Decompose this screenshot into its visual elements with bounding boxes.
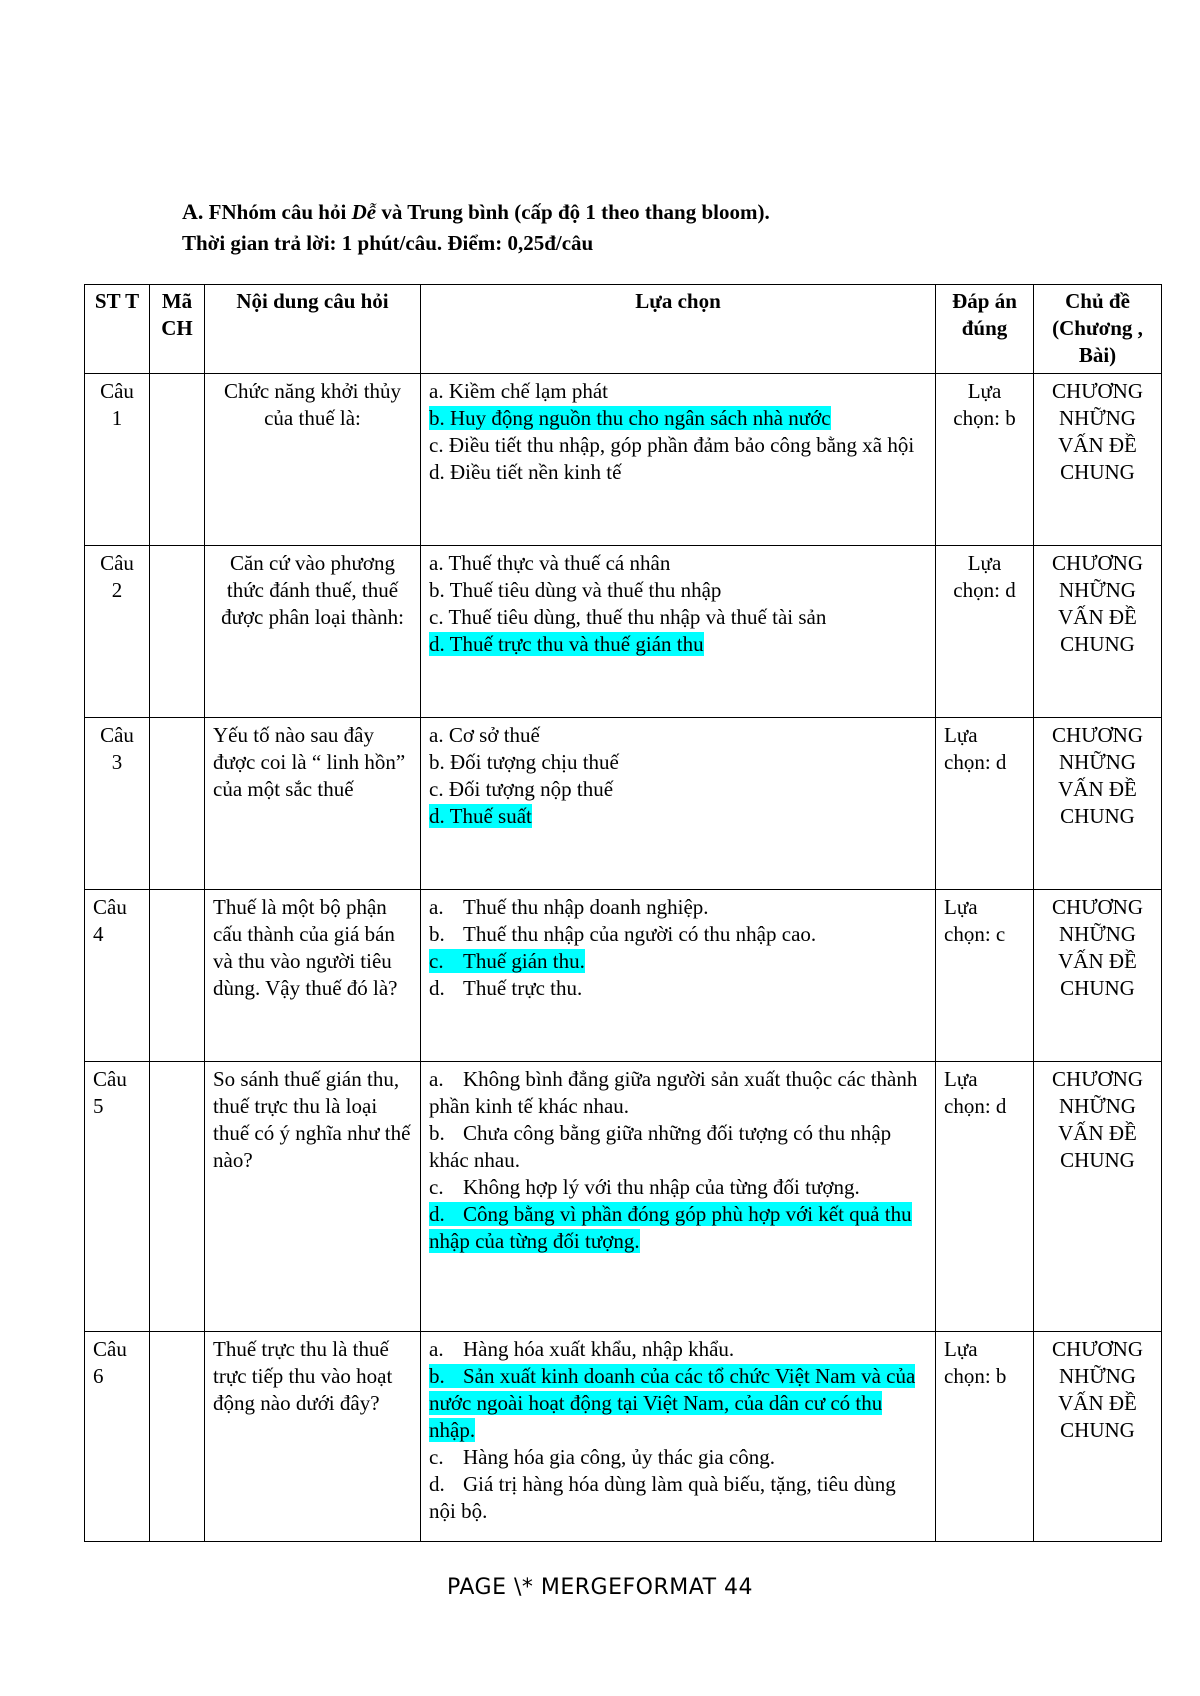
option-d: d. Giá trị hàng hóa dùng làm quà biếu, tặng, tiêu dùng nội bộ. <box>429 1472 896 1523</box>
topic: CHƯƠNG NHỮNG VẤN ĐỀ CHUNG <box>1034 374 1162 546</box>
row-number: Câu 5 <box>85 1062 150 1332</box>
header-options: Lựa chọn <box>421 285 936 374</box>
options-cell <box>421 890 936 1062</box>
row-number: Câu 3 <box>85 718 150 890</box>
option-b: b. Thuế thu nhập của người có thu nhập cao. <box>429 922 817 946</box>
option-d-correct: d. Thuế suất <box>429 804 532 828</box>
option-d: d. Điều tiết nền kinh tế <box>429 460 622 484</box>
option-a: a. Kiềm chế lạm phát <box>429 379 609 403</box>
option-a: a. Cơ sở thuế <box>429 723 540 747</box>
heading-italic-text: Dễ <box>351 200 377 224</box>
option-b-correct: b. Sản xuất kinh doanh của các tổ chức Việt Nam và của nước ngoài hoạt động tại Việt Nam, của dân cư có thu nhập. <box>429 1364 916 1442</box>
option-a: a. Thuế thu nhập doanh nghiệp. <box>429 895 709 919</box>
correct-answer: Lựa chọn: d <box>936 718 1034 890</box>
header-question: Nội dung câu hỏi <box>205 285 421 374</box>
row-code <box>150 546 205 718</box>
options-cell <box>421 1332 936 1542</box>
correct-answer: Lựa chọn: d <box>936 546 1034 718</box>
table-row <box>85 374 1162 546</box>
question-text: Thuế là một bộ phận cấu thành của giá bán và thu vào người tiêu dùng. Vậy thuế đó là? <box>205 890 421 1062</box>
option-b-correct: b. Huy động nguồn thu cho ngân sách nhà nước <box>429 406 831 430</box>
header-code: Mã CH <box>150 285 205 374</box>
option-a: a. Hàng hóa xuất khẩu, nhập khẩu. <box>429 1337 735 1361</box>
table-header-row <box>85 285 1162 374</box>
row-code <box>150 890 205 1062</box>
option-c: c. Hàng hóa gia công, ủy thác gia công. <box>429 1445 775 1469</box>
header-stt: ST T <box>85 285 150 374</box>
option-d-correct: d. Công bằng vì phần đóng góp phù hợp với kết quả thu nhập của từng đối tượng. <box>429 1202 912 1253</box>
options-cell <box>421 1062 936 1332</box>
topic: CHƯƠNG NHỮNG VẤN ĐỀ CHUNG <box>1034 1062 1162 1332</box>
section-heading <box>182 196 770 259</box>
question-text: Thuế trực thu là thuế trực tiếp thu vào hoạt động nào dưới đây? <box>205 1332 421 1542</box>
row-number: Câu 6 <box>85 1332 150 1542</box>
header-topic: Chủ đề (Chương , Bài) <box>1034 285 1162 374</box>
option-a: a. Thuế thực và thuế cá nhân <box>429 551 671 575</box>
heading-line-2: Thời gian trả lời: 1 phút/câu. Điểm: 0,25đ/câu <box>182 231 594 255</box>
table-row <box>85 546 1162 718</box>
option-a: a. Không bình đẳng giữa người sản xuất thuộc các thành phần kinh tế khác nhau. <box>429 1067 918 1118</box>
option-b: b. Chưa công bằng giữa những đối tượng có thu nhập khác nhau. <box>429 1121 892 1172</box>
option-c: c. Điều tiết thu nhập, góp phần đảm bảo công bằng xã hội <box>429 433 915 457</box>
question-text: Yếu tố nào sau đây được coi là “ linh hồn” của một sắc thuế <box>205 718 421 890</box>
table-row <box>85 1062 1162 1332</box>
options-cell <box>421 546 936 718</box>
option-d-correct: d. Thuế trực thu và thuế gián thu <box>429 632 704 656</box>
question-text: Chức năng khởi thủy của thuế là: <box>205 374 421 546</box>
correct-answer: Lựa chọn: c <box>936 890 1034 1062</box>
heading-line-1 <box>182 196 770 228</box>
topic: CHƯƠNG NHỮNG VẤN ĐỀ CHUNG <box>1034 890 1162 1062</box>
row-code <box>150 1332 205 1542</box>
option-c: c. Đối tượng nộp thuế <box>429 777 614 801</box>
options-cell <box>421 718 936 890</box>
table-row <box>85 890 1162 1062</box>
row-code <box>150 1062 205 1332</box>
correct-answer: Lựa chọn: b <box>936 1332 1034 1542</box>
row-number: Câu 1 <box>85 374 150 546</box>
topic: CHƯƠNG NHỮNG VẤN ĐỀ CHUNG <box>1034 1332 1162 1542</box>
section-letter: A. <box>182 199 204 224</box>
question-text: So sánh thuế gián thu, thuế trực thu là loại thuế có ý nghĩa như thế nào? <box>205 1062 421 1332</box>
heading-text-after: và Trung bình (cấp độ 1 theo thang bloom). <box>376 200 770 224</box>
correct-answer: Lựa chọn: d <box>936 1062 1034 1332</box>
row-number: Câu 2 <box>85 546 150 718</box>
option-b: b. Thuế tiêu dùng và thuế thu nhập <box>429 578 722 602</box>
option-c-correct: c. Thuế gián thu. <box>429 949 585 973</box>
table-row <box>85 718 1162 890</box>
row-number: Câu 4 <box>85 890 150 1062</box>
page-footer: PAGE \* MERGEFORMAT 44 <box>447 1575 753 1600</box>
heading-text-before: FNhóm câu hỏi <box>203 200 352 224</box>
option-c: c. Thuế tiêu dùng, thuế thu nhập và thuế tài sản <box>429 605 827 629</box>
correct-answer: Lựa chọn: b <box>936 374 1034 546</box>
table-row <box>85 1332 1162 1542</box>
row-code <box>150 374 205 546</box>
options-cell <box>421 374 936 546</box>
option-c: c. Không hợp lý với thu nhập của từng đối tượng. <box>429 1175 860 1199</box>
question-table <box>84 284 1162 1542</box>
option-d: d. Thuế trực thu. <box>429 976 583 1000</box>
option-b: b. Đối tượng chịu thuế <box>429 750 619 774</box>
topic: CHƯƠNG NHỮNG VẤN ĐỀ CHUNG <box>1034 718 1162 890</box>
header-answer: Đáp án đúng <box>936 285 1034 374</box>
topic: CHƯƠNG NHỮNG VẤN ĐỀ CHUNG <box>1034 546 1162 718</box>
question-text: Căn cứ vào phương thức đánh thuế, thuế được phân loại thành: <box>205 546 421 718</box>
row-code <box>150 718 205 890</box>
